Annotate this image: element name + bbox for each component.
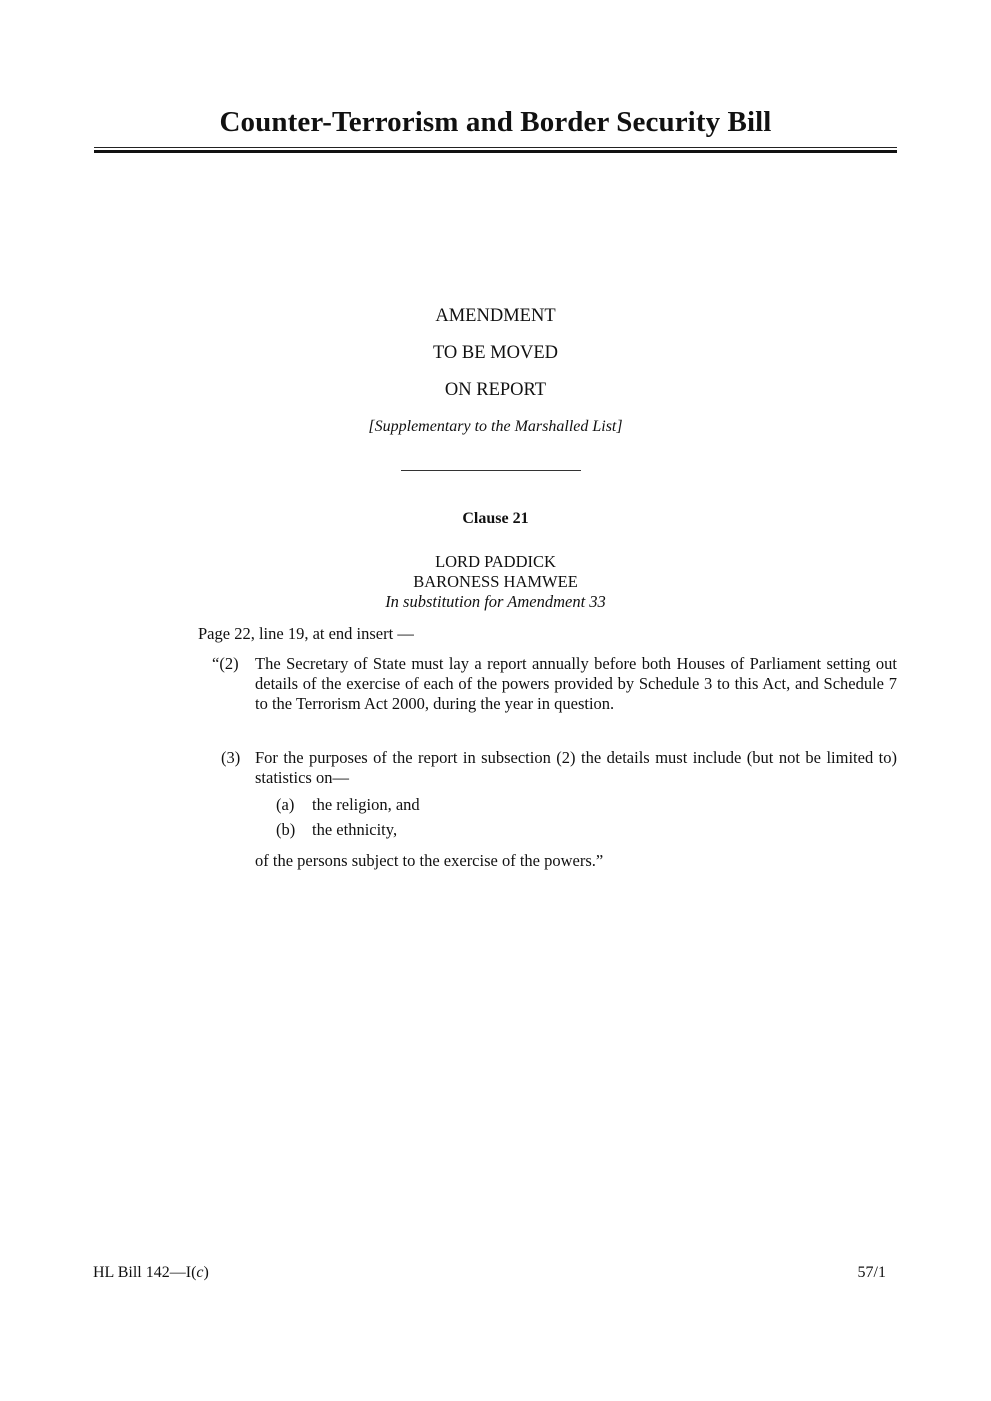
- heading-to-be-moved: TO BE MOVED: [432, 343, 559, 363]
- bill-reference-italic: c: [196, 1264, 204, 1281]
- heading-on-report: ON REPORT: [444, 380, 547, 400]
- page-reference: 57/1: [857, 1264, 886, 1281]
- subsection-3-closing: of the persons subject to the exercise of the powers.”: [255, 851, 604, 870]
- paragraph-b-text: the ethnicity,: [312, 820, 398, 839]
- bill-reference: [93, 1264, 209, 1282]
- separator-rule: [401, 470, 581, 471]
- title-rule-thick: [94, 150, 897, 153]
- title-rule-thin: [94, 147, 897, 148]
- heading-amendment: AMENDMENT: [435, 306, 556, 326]
- sponsor-1: LORD PADDICK: [435, 552, 556, 571]
- sponsor-2: BARONESS HAMWEE: [413, 572, 578, 591]
- bill-reference-suffix: ): [203, 1264, 209, 1281]
- paragraph-a-text: the religion, and: [312, 795, 420, 814]
- bill-title: Counter-Terrorism and Border Security Bill: [219, 106, 772, 138]
- paragraph-b-label: (b): [276, 820, 296, 839]
- insert-instruction: Page 22, line 19, at end insert —: [198, 624, 414, 643]
- subsection-2-number: “(2): [212, 654, 239, 673]
- paragraph-a-label: (a): [276, 795, 295, 814]
- clause-heading: Clause 21: [462, 510, 529, 527]
- heading-subtitle: [Supplementary to the Marshalled List]: [368, 418, 623, 435]
- bill-reference-prefix: HL Bill 142—I(: [93, 1264, 197, 1281]
- substitution-note: In substitution for Amendment 33: [385, 592, 606, 611]
- subsection-3-number: (3): [221, 748, 241, 767]
- subsection-2-text: The Secretary of State must lay a report annually before both Houses of Parliament setting out details of the exercise of each of the powers provided by Schedule 3 to this Act, and Schedule 7 to the Terrorism Act 2000, during the year in question.: [255, 654, 897, 713]
- subsection-3-text: For the purposes of the report in subsection (2) the details must include (but not be limited to) statistics on—: [255, 748, 897, 787]
